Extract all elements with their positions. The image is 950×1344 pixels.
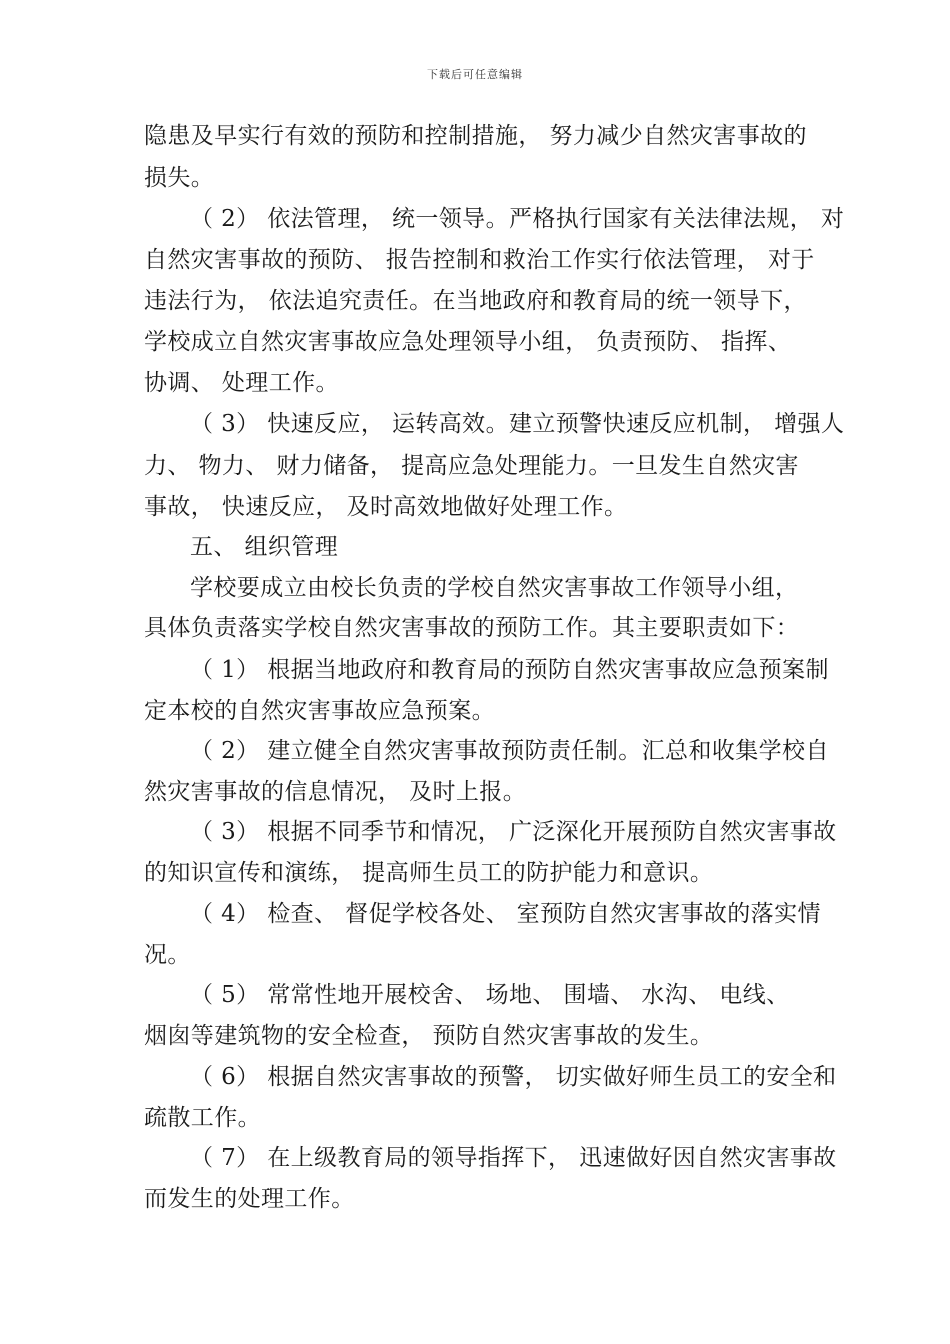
text-line-27: 而发生的处理工作。 [144,1186,355,1212]
text-line-5: 违法行为， 依法追究责任。在当地政府和教育局的统一领导下， [144,288,807,314]
text-line-17: 然灾害事故的信息情况， 及时上报。 [144,779,527,805]
text-line-26: （ 7） 在上级教育局的领导指挥下， 迅速做好因自然灾害事故 [190,1145,837,1171]
page-header: 下载后可任意编辑 [427,68,523,81]
text-line-4: 自然灾害事故的预防、 报告控制和救治工作实行依法管理， 对于 [144,247,815,273]
text-line-25: 疏散工作。 [144,1105,261,1131]
text-line-7: 协调、 处理工作。 [144,370,339,396]
text-line-16: （ 2） 建立健全自然灾害事故预防责任制。汇总和收集学校自 [190,738,829,764]
text-line-22: （ 5） 常常性地开展校舍、 场地、 围墙、 水沟、 电线、 [190,982,790,1008]
text-line-23: 烟囱等建筑物的安全检查， 预防自然灾害事故的发生。 [144,1023,714,1049]
text-line-14: （ 1） 根据当地政府和教育局的预防自然灾害事故应急预案制 [190,657,829,683]
text-line-1: 隐患及早实行有效的预防和控制措施， 努力减少自然灾害事故的 [144,123,807,149]
text-line-24: （ 6） 根据自然灾害事故的预警， 切实做好师生员工的安全和 [190,1064,837,1090]
text-line-15: 定本校的自然灾害事故应急预案。 [144,698,495,724]
text-line-19: 的知识宣传和演练， 提高师生员工的防护能力和意识。 [144,860,714,886]
text-line-10: 事故， 快速反应， 及时高效地做好处理工作。 [144,494,628,520]
text-line-2: 损失。 [144,165,215,191]
text-line-3: （ 2） 依法管理， 统一领导。严格执行国家有关法律法规， 对 [190,206,845,232]
text-line-13: 具体负责落实学校自然灾害事故的预防工作。其主要职责如下： [144,615,800,641]
text-line-8: （ 3） 快速反应， 运转高效。建立预警快速反应机制， 增强人 [190,411,845,437]
text-line-18: （ 3） 根据不同季节和情况， 广泛深化开展预防自然灾害事故 [190,819,837,845]
section-heading: 五、 组织管理 [190,534,339,560]
text-line-12: 学校要成立由校长负责的学校自然灾害事故工作领导小组， [190,575,799,601]
text-line-20: （ 4） 检查、 督促学校各处、 室预防自然灾害事故的落实情 [190,901,821,927]
text-line-21: 况。 [144,942,191,968]
text-line-6: 学校成立自然灾害事故应急处理领导小组， 负责预防、 指挥、 [144,329,792,355]
text-line-9: 力、 物力、 财力储备， 提高应急处理能力。一旦发生自然灾害 [144,453,799,479]
